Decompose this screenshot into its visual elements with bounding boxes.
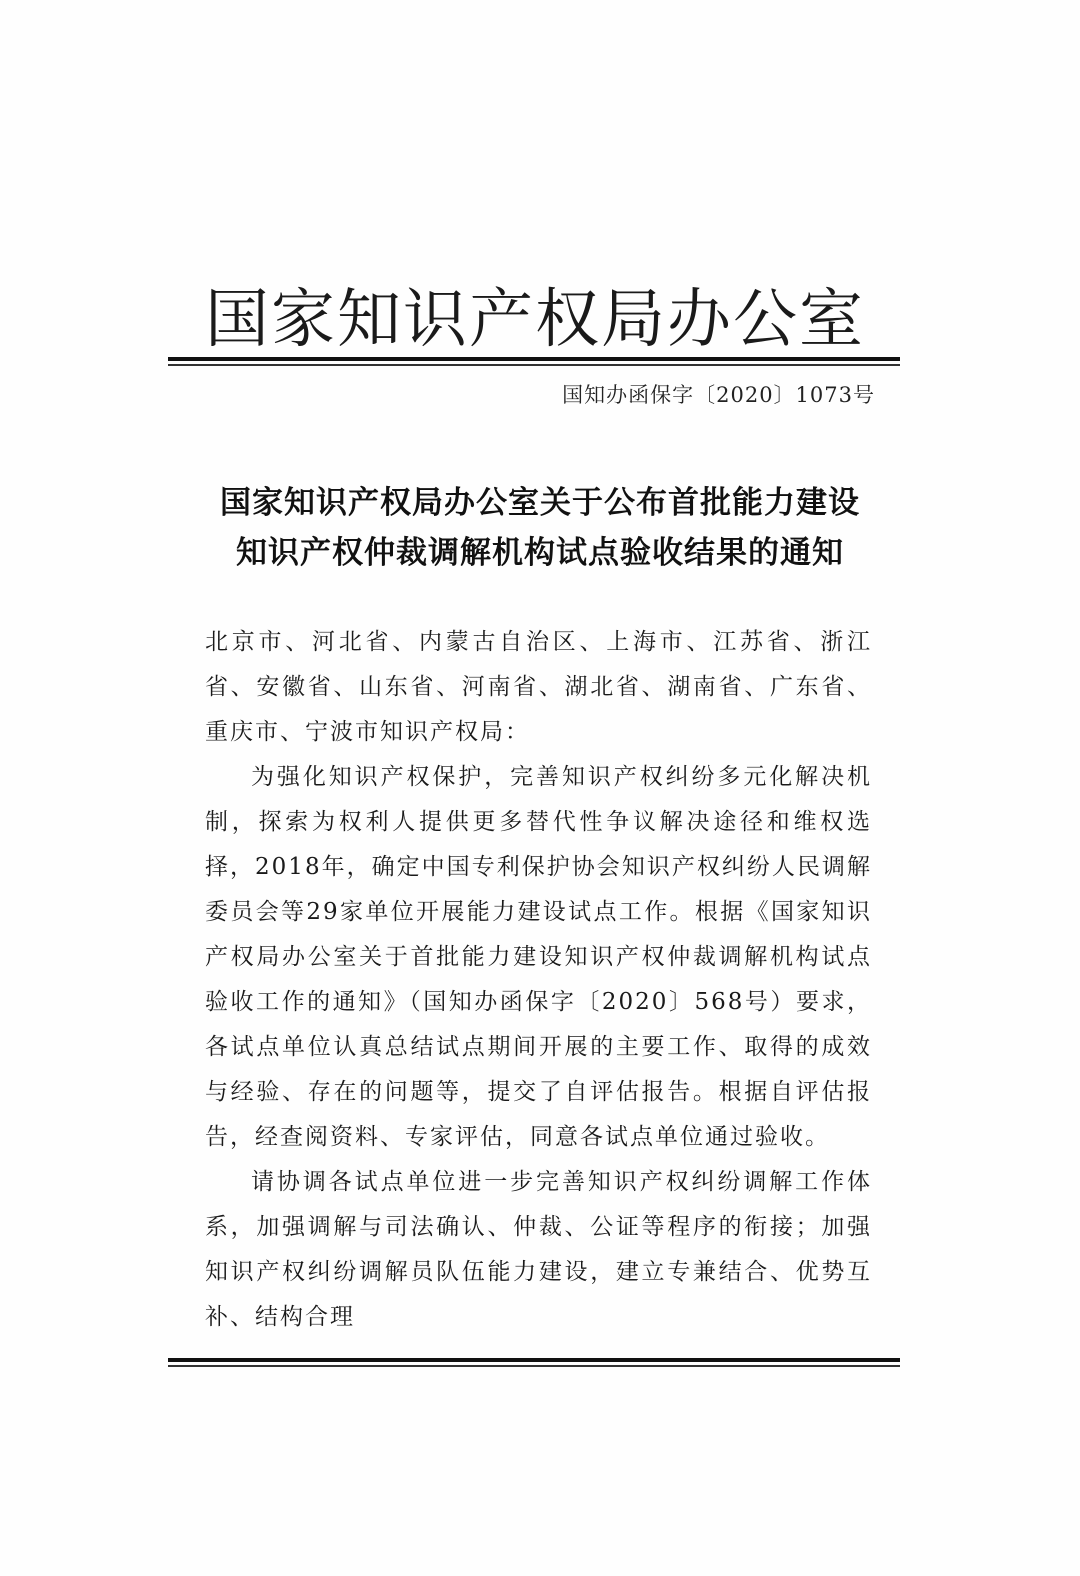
notice-title-line-1: 国家知识产权局办公室关于公布首批能力建设 [220,485,860,521]
issuing-office-title: 国家知识产权局办公室 [205,283,865,357]
addressees: 北京市、河北省、内蒙古自治区、上海市、江苏省、浙江省、安徽省、山东省、河南省、湖北省、湖南省、广东省、重庆市、宁波市知识产权局： [205,629,872,745]
notice-title-line-2: 知识产权仲裁调解机构试点验收结果的通知 [236,535,844,571]
body-paragraph-2: 请协调各试点单位进一步完善知识产权纠纷调解工作体系，加强调解与司法确认、仲裁、公证等程序的衔接；加强知识产权纠纷调解员队伍能力建设，建立专兼结合、优势互补、结构合理 [205,1169,872,1330]
document-number: 国知办函保字〔2020〕1073号 [562,383,875,407]
footer-rule-thick [168,1358,900,1362]
body-paragraph-1: 为强化知识产权保护，完善知识产权纠纷多元化解决机制，探索为权利人提供更多替代性争议解决途径和维权选择，2018年，确定中国专利保护协会知识产权纠纷人民调解委员会等29家单位开展能力建设试点工作。根据《国家知识产权局办公室关于首批能力建设知识产权仲裁调解机构试点验收工作的通知》（国知办函保字〔2020〕568号）要求，各试点单位认真总结试点期间开展的主要工作、取得的成效与经验、存在的问题等，提交了自评估报告。根据自评估报告，经查阅资料、专家评估，同意各试点单位通过验收。 [205,764,872,1150]
notice-title [180,478,900,578]
header-rule-thin [168,364,900,366]
notice-body [205,620,872,1340]
header-rule-thick [168,357,900,361]
footer-rule-thin [168,1365,900,1367]
